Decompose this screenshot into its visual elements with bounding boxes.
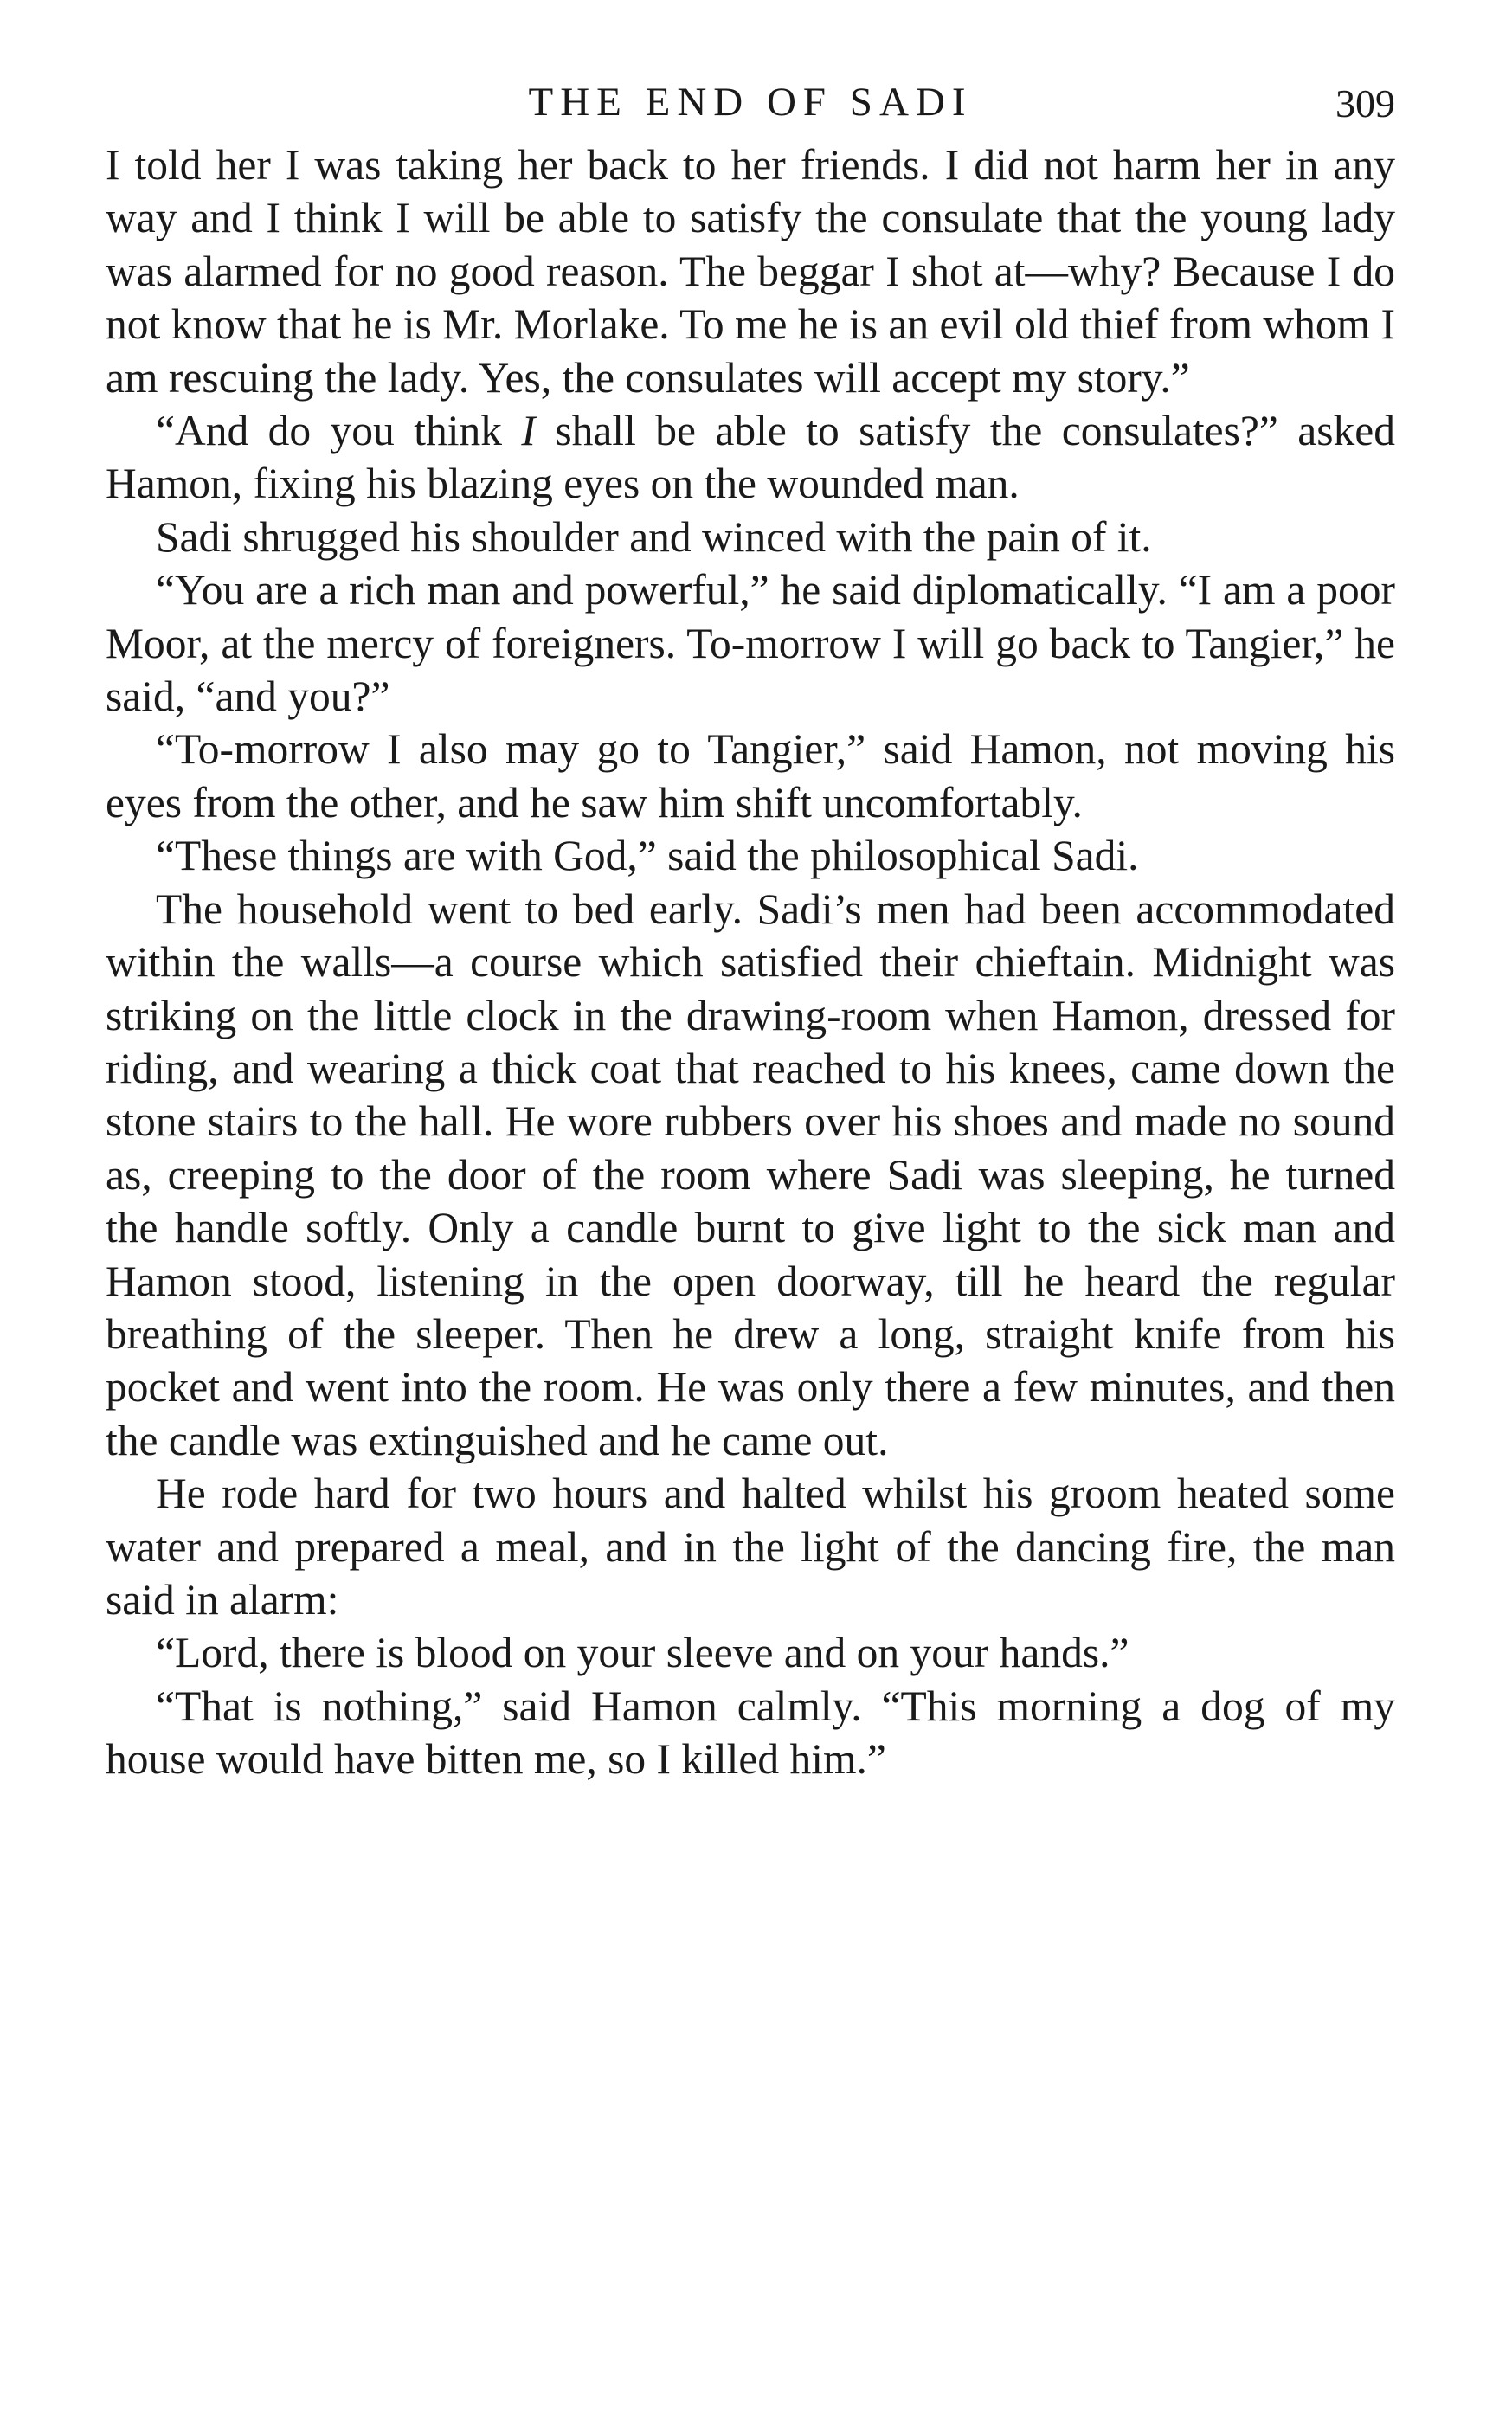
paragraph-6: “These things are with God,” said the philosophical Sadi. <box>156 832 1139 880</box>
paragraph-2-italic: I <box>521 407 536 455</box>
paragraph-8: He rode hard for two hours and halted whilst his groom heated some water and prepared a meal, and in the light of the dancing fire, the man said in alarm: <box>106 1470 1395 1624</box>
paragraph-2-end: shall be able to satisfy the consulates?” asked Hamon, fixing his blazing eyes on the wounded man. <box>106 407 1395 508</box>
book-page <box>106 76 1395 1786</box>
paragraph-2-start: “And do you think <box>156 407 522 455</box>
paragraph-2 <box>106 404 1395 511</box>
running-head <box>106 76 1395 137</box>
paragraph-7: The household went to bed early. Sadi’s men had been accommodated within the walls—a course which satisfied their chieftain. Midnight was striking on the little clock in the drawing-room when Hamon, dressed for riding, and wearing a thick coat that reached to his knees, came down the stone stairs to the hall. He wore rubbers over his shoes and made no sound as, creeping to the door of the room where Sadi was sleeping, he turned the handle softly. Only a candle burnt to give light to the sick man and Hamon stood, listening in the open doorway, till he heard the regular breathing of the sleeper. Then he drew a long, straight knife from his pocket and went into the room. He was only there a few minutes, and then the candle was extinguished and he came out. <box>106 884 1395 1464</box>
running-title: THE END OF SADI <box>528 80 973 125</box>
paragraph-9: “Lord, there is blood on your sleeve and on your hands.” <box>156 1629 1129 1677</box>
body-text <box>106 138 1395 1786</box>
paragraph-10: “That is nothing,” said Hamon calmly. “This morning a dog of my house would have bitten me, so I killed him.” <box>106 1682 1395 1784</box>
paragraph-1: I told her I was taking her back to her friends. I did not harm her in any way and I think I will be able to satisfy the consulate that the young lady was alarmed for no good reason. The beggar I shot at—why? Because I do not know that he is Mr. Morlake. To me he is an evil old thief from whom I am rescuing the lady. Yes, the consulates will accept my story.” <box>106 141 1396 402</box>
paragraph-4: “You are a rich man and powerful,” he said diplomatically. “I am a poor Moor, at the mercy of foreigners. To-morrow I will go back to Tangier,” he said, “and you?” <box>106 566 1395 721</box>
paragraph-3: Sadi shrugged his shoulder and winced with the pain of it. <box>156 512 1152 561</box>
page-number: 309 <box>1335 81 1395 125</box>
paragraph-5: “To-morrow I also may go to Tangier,” said Hamon, not moving his eyes from the other, and he saw him shift uncomfortably. <box>106 725 1395 826</box>
